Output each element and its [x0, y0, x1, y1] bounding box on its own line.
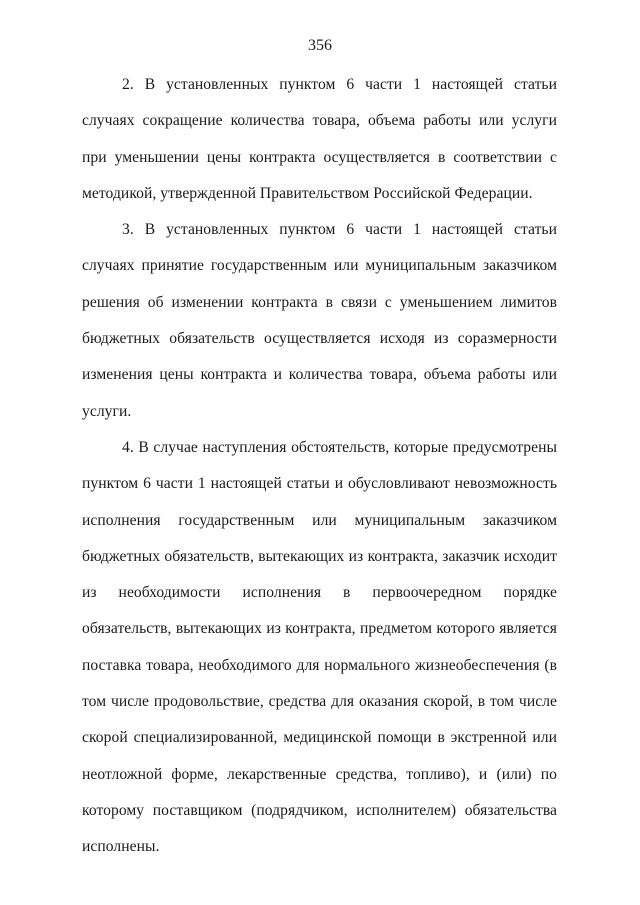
paragraph-3: 3. В установленных пунктом 6 части 1 настоящей статьи случаях принятие государственным или муниципальным заказчиком решения об изменении контракта в связи с уменьшением лимитов бюджетных обязательств осуществляется исходя из соразмерности изменения цены контракта и количества товара, объема работы или услуги. — [82, 221, 557, 420]
page-number: 356 — [308, 37, 332, 54]
paragraph-4: 4. В случае наступления обстоятельств, которые предусмотрены пунктом 6 части 1 настоящей статьи и обусловливают невозможность исполнения государственным или муниципальным заказчиком бюджетных обязательств, вытекающих из контракта, заказчик исходит из необходимости исполнения в первоочередном порядке обязательств, вытекающих из контракта, предметом которого является поставка товара, необходимого для нормального жизнеобеспечения (в том числе продовольствие, средства для оказания скорой, в том числе скорой специализированной, медицинской помощи в экстренной или неотложной форме, лекарственные средства, топливо), и (или) по которому поставщиком (подрядчиком, исполнителем) обязательства исполнены. — [82, 438, 557, 856]
paragraph-2: 2. В установленных пунктом 6 части 1 настоящей статьи случаях сокращение количества товара, объема работы или услуги при уменьшении цены контракта осуществляется в соответствии с методикой, утвержденной Правительством Российской Федерации. — [82, 76, 557, 202]
document-body — [82, 67, 557, 866]
